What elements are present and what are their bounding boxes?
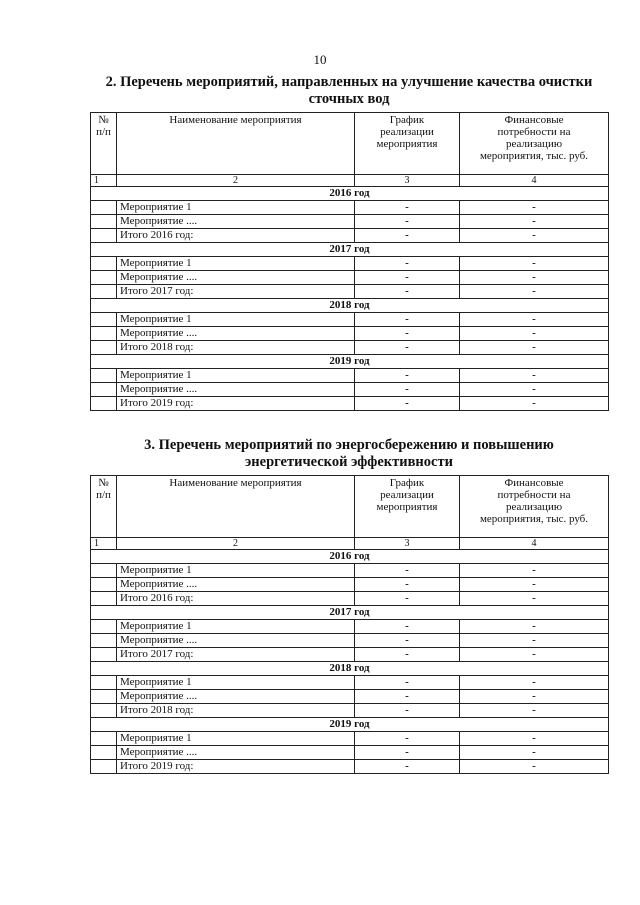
schedule-value: - [355, 229, 460, 243]
table-row [91, 746, 609, 760]
event-name: Мероприятие .... [117, 327, 355, 341]
finance-value: - [460, 229, 609, 243]
event-name: Мероприятие .... [117, 634, 355, 648]
schedule-value: - [355, 634, 460, 648]
row-num [91, 676, 117, 690]
year-total-label: Итого 2016 год: [117, 592, 355, 606]
section-title-line-1: 2. Перечень мероприятий, направленных на улучшение качества очистки [105, 74, 593, 90]
finance-value: - [460, 690, 609, 704]
row-num [91, 327, 117, 341]
table-row [91, 690, 609, 704]
schedule-value: - [355, 760, 460, 774]
event-name: Мероприятие .... [117, 271, 355, 285]
header-event-name: Наименование мероприятия [117, 476, 355, 538]
column-index: 2 [117, 175, 355, 187]
page-number: 10 [313, 52, 327, 67]
year-row [91, 243, 609, 257]
row-num [91, 215, 117, 229]
schedule-value: - [355, 620, 460, 634]
schedule-value: - [355, 327, 460, 341]
table-row [91, 201, 609, 215]
schedule-value: - [355, 732, 460, 746]
column-index-row [91, 538, 609, 550]
year-row [91, 718, 609, 732]
row-num [91, 285, 117, 299]
year-total-label: Итого 2018 год: [117, 704, 355, 718]
table-row [91, 257, 609, 271]
table-row [91, 313, 609, 327]
schedule-value: - [355, 746, 460, 760]
year-total-label: Итого 2016 год: [117, 229, 355, 243]
table-row [91, 285, 609, 299]
column-index: 3 [355, 538, 460, 550]
table-row [91, 215, 609, 229]
header-finance: Финансовые потребности на реализацию мероприятия, тыс. руб. [460, 113, 609, 175]
table-row [91, 229, 609, 243]
row-num [91, 271, 117, 285]
year-label: 2016 год [91, 550, 609, 564]
row-num [91, 257, 117, 271]
year-total-label: Итого 2019 год: [117, 397, 355, 411]
event-name: Мероприятие .... [117, 383, 355, 397]
events-table-body [91, 113, 609, 411]
year-total-label: Итого 2017 год: [117, 285, 355, 299]
row-num [91, 397, 117, 411]
row-num [91, 313, 117, 327]
finance-value: - [460, 257, 609, 271]
row-num [91, 760, 117, 774]
table-row [91, 620, 609, 634]
finance-value: - [460, 271, 609, 285]
schedule-value: - [355, 383, 460, 397]
section-title [90, 437, 608, 471]
year-label: 2017 год [91, 243, 609, 257]
schedule-value: - [355, 341, 460, 355]
schedule-value: - [355, 257, 460, 271]
table-row [91, 327, 609, 341]
schedule-value: - [355, 592, 460, 606]
year-label: 2018 год [91, 299, 609, 313]
finance-value: - [460, 620, 609, 634]
table-row [91, 676, 609, 690]
table-row [91, 578, 609, 592]
year-label: 2016 год [91, 187, 609, 201]
events-table [90, 112, 609, 411]
schedule-value: - [355, 564, 460, 578]
year-label: 2018 год [91, 662, 609, 676]
row-num [91, 690, 117, 704]
event-name: Мероприятие 1 [117, 564, 355, 578]
column-index: 4 [460, 538, 609, 550]
section-title-line-2: сточных вод [308, 91, 390, 107]
column-index: 1 [91, 538, 117, 550]
year-label: 2019 год [91, 718, 609, 732]
table-row [91, 704, 609, 718]
table-row [91, 760, 609, 774]
finance-value: - [460, 327, 609, 341]
table-row [91, 271, 609, 285]
schedule-value: - [355, 201, 460, 215]
finance-value: - [460, 746, 609, 760]
finance-value: - [460, 201, 609, 215]
table-row [91, 397, 609, 411]
schedule-value: - [355, 313, 460, 327]
schedule-value: - [355, 285, 460, 299]
section-title-line-1: 3. Перечень мероприятий по энергосбережению и повышению [144, 437, 554, 453]
table-row [91, 341, 609, 355]
table-header-row [91, 476, 609, 538]
row-num [91, 578, 117, 592]
event-name: Мероприятие 1 [117, 369, 355, 383]
schedule-value: - [355, 369, 460, 383]
row-num [91, 201, 117, 215]
finance-value: - [460, 592, 609, 606]
header-finance: Финансовые потребности на реализацию мероприятия, тыс. руб. [460, 476, 609, 538]
event-name: Мероприятие 1 [117, 257, 355, 271]
year-total-label: Итого 2017 год: [117, 648, 355, 662]
finance-value: - [460, 341, 609, 355]
finance-value: - [460, 383, 609, 397]
event-name: Мероприятие .... [117, 578, 355, 592]
schedule-value: - [355, 676, 460, 690]
row-num [91, 383, 117, 397]
row-num [91, 746, 117, 760]
schedule-value: - [355, 215, 460, 229]
year-total-label: Итого 2019 год: [117, 760, 355, 774]
finance-value: - [460, 648, 609, 662]
column-index: 3 [355, 175, 460, 187]
column-index-row [91, 175, 609, 187]
table-row [91, 732, 609, 746]
year-row [91, 550, 609, 564]
schedule-value: - [355, 397, 460, 411]
finance-value: - [460, 676, 609, 690]
schedule-value: - [355, 648, 460, 662]
table-row [91, 383, 609, 397]
header-schedule: График реализации мероприятия [355, 476, 460, 538]
row-num [91, 704, 117, 718]
year-row [91, 299, 609, 313]
table-row [91, 564, 609, 578]
year-label: 2017 год [91, 606, 609, 620]
event-name: Мероприятие .... [117, 690, 355, 704]
header-event-name: Наименование мероприятия [117, 113, 355, 175]
finance-value: - [460, 732, 609, 746]
section-wastewater-treatment [90, 74, 608, 411]
finance-value: - [460, 760, 609, 774]
table-row [91, 634, 609, 648]
finance-value: - [460, 564, 609, 578]
finance-value: - [460, 313, 609, 327]
column-index: 4 [460, 175, 609, 187]
finance-value: - [460, 285, 609, 299]
event-name: Мероприятие 1 [117, 732, 355, 746]
year-row [91, 662, 609, 676]
row-num [91, 648, 117, 662]
year-total-label: Итого 2018 год: [117, 341, 355, 355]
row-num [91, 634, 117, 648]
schedule-value: - [355, 690, 460, 704]
finance-value: - [460, 634, 609, 648]
row-num [91, 592, 117, 606]
schedule-value: - [355, 578, 460, 592]
section-title [90, 74, 608, 108]
events-table-body [91, 476, 609, 774]
year-label: 2019 год [91, 355, 609, 369]
table-header-row [91, 113, 609, 175]
finance-value: - [460, 397, 609, 411]
event-name: Мероприятие 1 [117, 620, 355, 634]
schedule-value: - [355, 271, 460, 285]
row-num [91, 620, 117, 634]
row-num [91, 369, 117, 383]
schedule-value: - [355, 704, 460, 718]
table-row [91, 592, 609, 606]
row-num [91, 564, 117, 578]
event-name: Мероприятие 1 [117, 313, 355, 327]
finance-value: - [460, 369, 609, 383]
header-schedule: График реализации мероприятия [355, 113, 460, 175]
table-row [91, 369, 609, 383]
event-name: Мероприятие .... [117, 746, 355, 760]
section-energy-saving [90, 437, 608, 774]
row-num [91, 341, 117, 355]
year-row [91, 187, 609, 201]
event-name: Мероприятие .... [117, 215, 355, 229]
finance-value: - [460, 704, 609, 718]
column-index: 2 [117, 538, 355, 550]
finance-value: - [460, 215, 609, 229]
row-num [91, 229, 117, 243]
table-row [91, 648, 609, 662]
event-name: Мероприятие 1 [117, 201, 355, 215]
header-num: № п/п [91, 113, 117, 175]
column-index: 1 [91, 175, 117, 187]
event-name: Мероприятие 1 [117, 676, 355, 690]
row-num [91, 732, 117, 746]
finance-value: - [460, 578, 609, 592]
section-title-line-2: энергетической эффективности [245, 454, 453, 470]
header-num: № п/п [91, 476, 117, 538]
events-table [90, 475, 609, 774]
year-row [91, 355, 609, 369]
year-row [91, 606, 609, 620]
